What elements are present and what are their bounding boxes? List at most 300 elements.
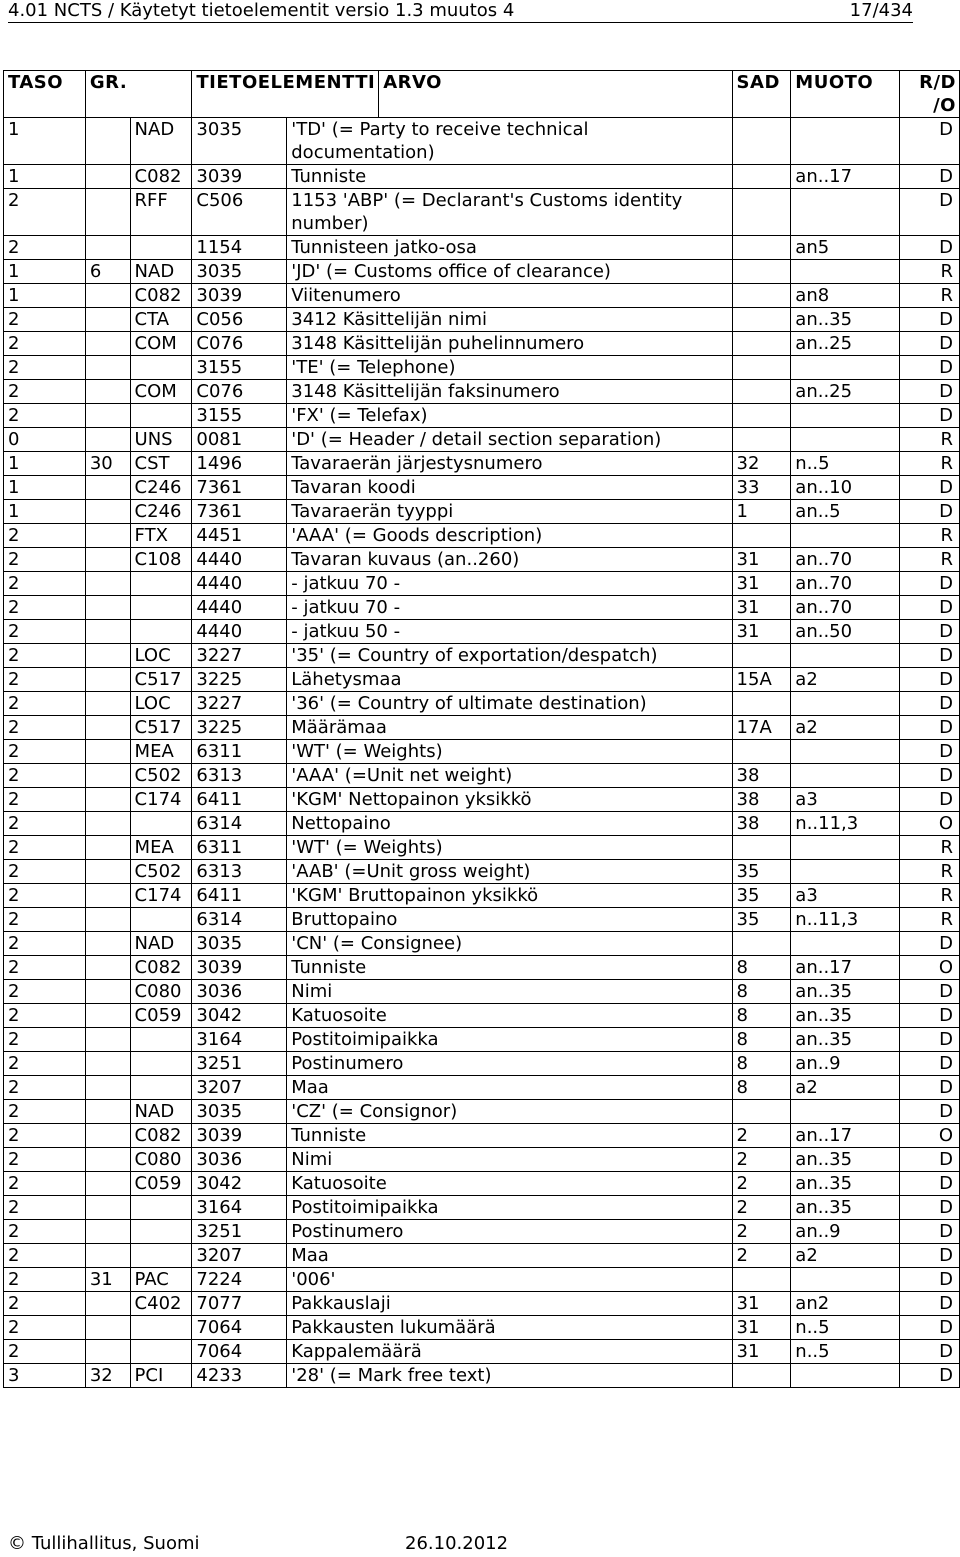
cell-c8: R xyxy=(900,908,960,932)
cell-c4: 3039 xyxy=(192,165,287,189)
cell-c4: 3227 xyxy=(192,644,287,668)
cell-c2 xyxy=(85,524,130,548)
cell-c1: 1 xyxy=(4,260,86,284)
cell-c8: D xyxy=(900,332,960,356)
cell-c3: C059 xyxy=(130,1004,192,1028)
cell-c8: D xyxy=(900,1316,960,1340)
cell-c8: D xyxy=(900,1340,960,1364)
cell-c2 xyxy=(85,476,130,500)
cell-c3: LOC xyxy=(130,644,192,668)
cell-c6 xyxy=(732,165,791,189)
cell-c6 xyxy=(732,260,791,284)
table-row xyxy=(4,692,960,716)
cell-c5: '36' (= Country of ultimate destination) xyxy=(287,692,732,716)
cell-c6 xyxy=(732,644,791,668)
cell-c4: 1496 xyxy=(192,452,287,476)
cell-c1: 2 xyxy=(4,596,86,620)
table-row xyxy=(4,932,960,956)
cell-c1: 2 xyxy=(4,1292,86,1316)
cell-c8: D xyxy=(900,572,960,596)
cell-c5: Tavaran koodi xyxy=(287,476,732,500)
cell-c5: 'JD' (= Customs office of clearance) xyxy=(287,260,732,284)
table-row xyxy=(4,1316,960,1340)
cell-c8: D xyxy=(900,1220,960,1244)
cell-c2 xyxy=(85,1196,130,1220)
cell-c8: D xyxy=(900,1028,960,1052)
footer-date: 26.10.2012 xyxy=(405,1533,509,1554)
cell-c1: 2 xyxy=(4,332,86,356)
cell-c2 xyxy=(85,1100,130,1124)
cell-c3 xyxy=(130,1052,192,1076)
cell-c5: - jatkuu 50 - xyxy=(287,620,732,644)
cell-c5: Kappalemäärä xyxy=(287,1340,732,1364)
cell-c2: 30 xyxy=(85,452,130,476)
table-row xyxy=(4,1052,960,1076)
cell-c2 xyxy=(85,716,130,740)
cell-c7: an..35 xyxy=(791,1148,900,1172)
cell-c8: R xyxy=(900,884,960,908)
cell-c3: LOC xyxy=(130,692,192,716)
cell-c8: D xyxy=(900,118,960,165)
cell-c1: 2 xyxy=(4,189,86,236)
cell-c4: C076 xyxy=(192,332,287,356)
table-row xyxy=(4,572,960,596)
cell-c6: 38 xyxy=(732,764,791,788)
cell-c6: 31 xyxy=(732,572,791,596)
cell-c7: a3 xyxy=(791,884,900,908)
col-header-arvo: ARVO xyxy=(379,71,732,118)
cell-c2 xyxy=(85,956,130,980)
table-row xyxy=(4,332,960,356)
cell-c5: Nimi xyxy=(287,980,732,1004)
cell-c2 xyxy=(85,1244,130,1268)
cell-c1: 2 xyxy=(4,1196,86,1220)
cell-c3: CTA xyxy=(130,308,192,332)
table-row xyxy=(4,764,960,788)
cell-c6: 38 xyxy=(732,788,791,812)
cell-c7: an..35 xyxy=(791,1028,900,1052)
cell-c6: 2 xyxy=(732,1124,791,1148)
cell-c1: 1 xyxy=(4,118,86,165)
cell-c7 xyxy=(791,740,900,764)
cell-c6: 33 xyxy=(732,476,791,500)
cell-c6: 15A xyxy=(732,668,791,692)
cell-c1: 2 xyxy=(4,860,86,884)
cell-c8: O xyxy=(900,956,960,980)
cell-c2 xyxy=(85,1148,130,1172)
cell-c1: 0 xyxy=(4,428,86,452)
cell-c2 xyxy=(85,189,130,236)
cell-c5: 1153 'ABP' (= Declarant's Customs identity number) xyxy=(287,189,732,236)
cell-c4: 3251 xyxy=(192,1220,287,1244)
table-row xyxy=(4,1268,960,1292)
cell-c8: D xyxy=(900,1052,960,1076)
cell-c6: 2 xyxy=(732,1244,791,1268)
cell-c4: 3227 xyxy=(192,692,287,716)
table-row xyxy=(4,1100,960,1124)
cell-c3 xyxy=(130,1196,192,1220)
cell-c8: R xyxy=(900,860,960,884)
cell-c8: R xyxy=(900,524,960,548)
cell-c8: D xyxy=(900,356,960,380)
cell-c6 xyxy=(732,524,791,548)
table-row xyxy=(4,189,960,236)
cell-c1: 2 xyxy=(4,380,86,404)
cell-c3: PCI xyxy=(130,1364,192,1388)
cell-c3: C108 xyxy=(130,548,192,572)
cell-c8: D xyxy=(900,692,960,716)
cell-c7 xyxy=(791,428,900,452)
cell-c6 xyxy=(732,1100,791,1124)
table-row xyxy=(4,644,960,668)
cell-c7 xyxy=(791,692,900,716)
cell-c5: '35' (= Country of exportation/despatch) xyxy=(287,644,732,668)
cell-c8: D xyxy=(900,404,960,428)
cell-c8: R xyxy=(900,428,960,452)
cell-c3 xyxy=(130,596,192,620)
table-row xyxy=(4,740,960,764)
cell-c7: an..17 xyxy=(791,165,900,189)
cell-c1: 2 xyxy=(4,1148,86,1172)
cell-c7: n..5 xyxy=(791,1316,900,1340)
cell-c3 xyxy=(130,1244,192,1268)
cell-c5: 3148 Käsittelijän puhelinnumero xyxy=(287,332,732,356)
table-row xyxy=(4,980,960,1004)
cell-c2 xyxy=(85,284,130,308)
cell-c7: an..35 xyxy=(791,1196,900,1220)
cell-c3 xyxy=(130,812,192,836)
cell-c3 xyxy=(130,1028,192,1052)
cell-c6 xyxy=(732,380,791,404)
cell-c2 xyxy=(85,692,130,716)
cell-c1: 2 xyxy=(4,1052,86,1076)
cell-c1: 2 xyxy=(4,644,86,668)
table-row xyxy=(4,404,960,428)
cell-c2 xyxy=(85,860,130,884)
cell-c6: 8 xyxy=(732,980,791,1004)
cell-c1: 2 xyxy=(4,1028,86,1052)
cell-c6 xyxy=(732,1364,791,1388)
cell-c7: a3 xyxy=(791,788,900,812)
cell-c2 xyxy=(85,404,130,428)
table-row xyxy=(4,956,960,980)
footer-copyright: © Tullihallitus, Suomi xyxy=(8,1533,200,1554)
table-row xyxy=(4,1244,960,1268)
cell-c7 xyxy=(791,932,900,956)
cell-c3: C082 xyxy=(130,284,192,308)
cell-c4: 3039 xyxy=(192,1124,287,1148)
cell-c2 xyxy=(85,1052,130,1076)
cell-c3: MEA xyxy=(130,740,192,764)
cell-c7 xyxy=(791,764,900,788)
table-row xyxy=(4,236,960,260)
cell-c3: C502 xyxy=(130,860,192,884)
cell-c8: D xyxy=(900,764,960,788)
cell-c6: 32 xyxy=(732,452,791,476)
cell-c8: D xyxy=(900,1100,960,1124)
cell-c5: Maa xyxy=(287,1244,732,1268)
table-row xyxy=(4,524,960,548)
cell-c4: 7224 xyxy=(192,1268,287,1292)
cell-c4: 4451 xyxy=(192,524,287,548)
table-row xyxy=(4,1004,960,1028)
cell-c7: n..5 xyxy=(791,1340,900,1364)
cell-c1: 2 xyxy=(4,764,86,788)
cell-c8: R xyxy=(900,284,960,308)
cell-c6: 31 xyxy=(732,1292,791,1316)
cell-c1: 2 xyxy=(4,836,86,860)
cell-c1: 1 xyxy=(4,452,86,476)
cell-c7 xyxy=(791,189,900,236)
cell-c1: 1 xyxy=(4,165,86,189)
cell-c3: C059 xyxy=(130,1172,192,1196)
table-row xyxy=(4,1220,960,1244)
cell-c3 xyxy=(130,236,192,260)
cell-c2 xyxy=(85,1124,130,1148)
cell-c4: 3225 xyxy=(192,668,287,692)
page-header xyxy=(8,0,913,22)
cell-c8: D xyxy=(900,1292,960,1316)
cell-c3: C402 xyxy=(130,1292,192,1316)
cell-c5: 'CN' (= Consignee) xyxy=(287,932,732,956)
cell-c4: 1154 xyxy=(192,236,287,260)
cell-c1: 1 xyxy=(4,284,86,308)
header-divider xyxy=(8,22,913,23)
cell-c5: Tunniste xyxy=(287,956,732,980)
cell-c3: C174 xyxy=(130,884,192,908)
table-row xyxy=(4,812,960,836)
cell-c1: 2 xyxy=(4,740,86,764)
table-header-row xyxy=(4,71,960,118)
table-row xyxy=(4,860,960,884)
cell-c4: 3039 xyxy=(192,284,287,308)
cell-c7 xyxy=(791,836,900,860)
table-row xyxy=(4,1364,960,1388)
cell-c3 xyxy=(130,572,192,596)
cell-c7 xyxy=(791,356,900,380)
cell-c6 xyxy=(732,692,791,716)
cell-c6: 17A xyxy=(732,716,791,740)
cell-c2 xyxy=(85,836,130,860)
cell-c3 xyxy=(130,908,192,932)
cell-c3: C502 xyxy=(130,764,192,788)
cell-c2 xyxy=(85,740,130,764)
cell-c5: Tunniste xyxy=(287,1124,732,1148)
cell-c7: n..11,3 xyxy=(791,908,900,932)
document-title: 4.01 NCTS / Käytetyt tietoelementit versio 1.3 muutos 4 xyxy=(8,0,515,21)
table-row xyxy=(4,908,960,932)
cell-c5: 'TE' (= Telephone) xyxy=(287,356,732,380)
cell-c7 xyxy=(791,404,900,428)
cell-c4: 3207 xyxy=(192,1244,287,1268)
table-row xyxy=(4,308,960,332)
cell-c1: 2 xyxy=(4,308,86,332)
cell-c2 xyxy=(85,668,130,692)
cell-c6: 35 xyxy=(732,884,791,908)
cell-c2 xyxy=(85,1028,130,1052)
cell-c8: D xyxy=(900,620,960,644)
cell-c2 xyxy=(85,118,130,165)
cell-c8: R xyxy=(900,836,960,860)
cell-c7: a2 xyxy=(791,1076,900,1100)
cell-c1: 2 xyxy=(4,812,86,836)
table-row xyxy=(4,1172,960,1196)
cell-c8: R xyxy=(900,452,960,476)
cell-c4: 6313 xyxy=(192,860,287,884)
cell-c6: 2 xyxy=(732,1220,791,1244)
cell-c2 xyxy=(85,1172,130,1196)
cell-c3 xyxy=(130,356,192,380)
cell-c7: a2 xyxy=(791,668,900,692)
cell-c6 xyxy=(732,118,791,165)
cell-c1: 2 xyxy=(4,692,86,716)
cell-c7: an..9 xyxy=(791,1220,900,1244)
cell-c7: an2 xyxy=(791,1292,900,1316)
cell-c3: MEA xyxy=(130,836,192,860)
cell-c8: R xyxy=(900,260,960,284)
cell-c4: 3039 xyxy=(192,956,287,980)
cell-c8: D xyxy=(900,165,960,189)
cell-c1: 2 xyxy=(4,932,86,956)
cell-c5: 'KGM' Bruttopainon yksikkö xyxy=(287,884,732,908)
cell-c6 xyxy=(732,428,791,452)
cell-c2 xyxy=(85,980,130,1004)
cell-c5: 'WT' (= Weights) xyxy=(287,740,732,764)
cell-c5: Postitoimipaikka xyxy=(287,1028,732,1052)
cell-c3 xyxy=(130,1076,192,1100)
cell-c4: 4440 xyxy=(192,572,287,596)
cell-c8: D xyxy=(900,716,960,740)
cell-c1: 1 xyxy=(4,500,86,524)
cell-c4: 7077 xyxy=(192,1292,287,1316)
cell-c4: 3036 xyxy=(192,980,287,1004)
cell-c8: D xyxy=(900,668,960,692)
cell-c7 xyxy=(791,644,900,668)
cell-c1: 2 xyxy=(4,668,86,692)
cell-c1: 2 xyxy=(4,356,86,380)
cell-c6 xyxy=(732,332,791,356)
table-row xyxy=(4,716,960,740)
col-header-tietoelementti: TIETOELEMENTTI xyxy=(192,71,379,118)
table-row xyxy=(4,476,960,500)
cell-c2 xyxy=(85,1292,130,1316)
cell-c5: Maa xyxy=(287,1076,732,1100)
cell-c5: Bruttopaino xyxy=(287,908,732,932)
table-row xyxy=(4,1028,960,1052)
cell-c2 xyxy=(85,1004,130,1028)
cell-c5: 'FX' (= Telefax) xyxy=(287,404,732,428)
cell-c5: Nimi xyxy=(287,1148,732,1172)
col-header-sad: SAD xyxy=(732,71,791,118)
cell-c3: PAC xyxy=(130,1268,192,1292)
cell-c3: CST xyxy=(130,452,192,476)
cell-c3: C517 xyxy=(130,716,192,740)
cell-c5: Pakkausten lukumäärä xyxy=(287,1316,732,1340)
cell-c4: 4440 xyxy=(192,548,287,572)
cell-c2 xyxy=(85,1340,130,1364)
cell-c6: 8 xyxy=(732,1028,791,1052)
cell-c5: Nettopaino xyxy=(287,812,732,836)
cell-c5: 'AAB' (=Unit gross weight) xyxy=(287,860,732,884)
cell-c2 xyxy=(85,1076,130,1100)
col-header-taso: TASO xyxy=(4,71,86,118)
cell-c5: - jatkuu 70 - xyxy=(287,596,732,620)
cell-c2 xyxy=(85,548,130,572)
cell-c1: 2 xyxy=(4,236,86,260)
cell-c5: 'AAA' (= Goods description) xyxy=(287,524,732,548)
cell-c6 xyxy=(732,1268,791,1292)
table-row xyxy=(4,118,960,165)
cell-c1: 3 xyxy=(4,1364,86,1388)
cell-c7: an5 xyxy=(791,236,900,260)
cell-c8: D xyxy=(900,1244,960,1268)
cell-c4: 3155 xyxy=(192,356,287,380)
cell-c1: 2 xyxy=(4,1220,86,1244)
cell-c1: 2 xyxy=(4,1172,86,1196)
cell-c7: an..70 xyxy=(791,548,900,572)
cell-c3: NAD xyxy=(130,260,192,284)
cell-c5: Tunniste xyxy=(287,165,732,189)
cell-c5: Postitoimipaikka xyxy=(287,1196,732,1220)
cell-c5: 'D' (= Header / detail section separation) xyxy=(287,428,732,452)
cell-c8: D xyxy=(900,476,960,500)
cell-c4: C506 xyxy=(192,189,287,236)
cell-c1: 2 xyxy=(4,524,86,548)
table-row xyxy=(4,165,960,189)
cell-c7 xyxy=(791,860,900,884)
cell-c5: Katuosoite xyxy=(287,1172,732,1196)
cell-c5: 'TD' (= Party to receive technical documentation) xyxy=(287,118,732,165)
cell-c6: 38 xyxy=(732,812,791,836)
table-row xyxy=(4,1340,960,1364)
cell-c4: 0081 xyxy=(192,428,287,452)
cell-c5: Määrämaa xyxy=(287,716,732,740)
cell-c7: an..35 xyxy=(791,1004,900,1028)
cell-c3 xyxy=(130,1316,192,1340)
table-row xyxy=(4,596,960,620)
cell-c4: 3155 xyxy=(192,404,287,428)
cell-c8: D xyxy=(900,644,960,668)
cell-c2 xyxy=(85,308,130,332)
data-elements-table xyxy=(3,70,960,1388)
cell-c2 xyxy=(85,356,130,380)
cell-c7: an..10 xyxy=(791,476,900,500)
cell-c8: O xyxy=(900,1124,960,1148)
cell-c3: UNS xyxy=(130,428,192,452)
cell-c3: C082 xyxy=(130,956,192,980)
cell-c3: C080 xyxy=(130,980,192,1004)
cell-c8: D xyxy=(900,932,960,956)
cell-c1: 2 xyxy=(4,572,86,596)
cell-c1: 1 xyxy=(4,476,86,500)
cell-c5: Tavaran kuvaus (an..260) xyxy=(287,548,732,572)
cell-c8: D xyxy=(900,189,960,236)
cell-c5: 'CZ' (= Consignor) xyxy=(287,1100,732,1124)
cell-c7 xyxy=(791,118,900,165)
cell-c5: '006' xyxy=(287,1268,732,1292)
cell-c4: 4233 xyxy=(192,1364,287,1388)
cell-c7: an..50 xyxy=(791,620,900,644)
cell-c2 xyxy=(85,620,130,644)
cell-c5: Katuosoite xyxy=(287,1004,732,1028)
cell-c2 xyxy=(85,884,130,908)
cell-c4: 7361 xyxy=(192,500,287,524)
cell-c8: D xyxy=(900,980,960,1004)
cell-c7: n..5 xyxy=(791,452,900,476)
cell-c5: Tunnisteen jatko-osa xyxy=(287,236,732,260)
cell-c2 xyxy=(85,596,130,620)
cell-c4: 6411 xyxy=(192,788,287,812)
